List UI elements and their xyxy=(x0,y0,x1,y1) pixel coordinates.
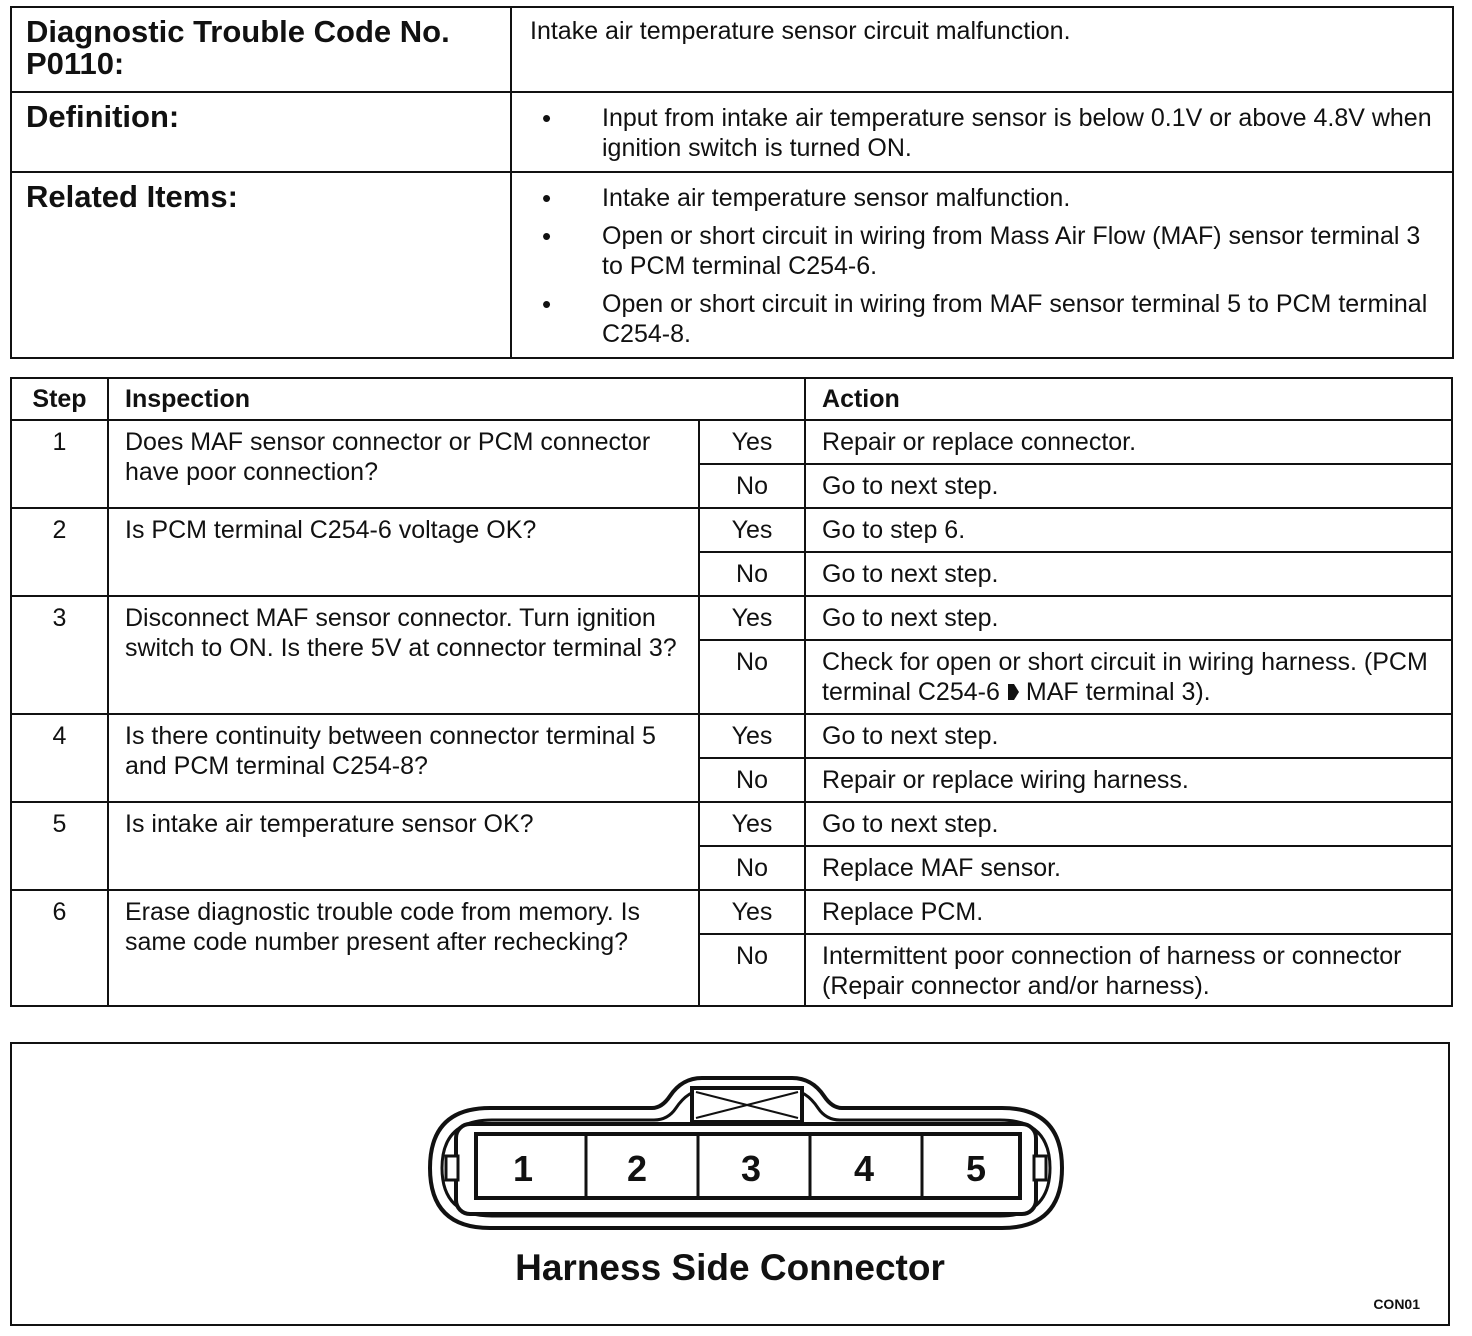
yes-label: Yes xyxy=(699,802,805,846)
definition-list xyxy=(512,93,1452,163)
side-key-left xyxy=(446,1156,458,1180)
yes-label: Yes xyxy=(699,596,805,640)
table-row xyxy=(11,890,1452,934)
step-header: Step xyxy=(11,378,108,420)
inspection-text: Is there continuity between connector terminal 5 and PCM terminal C254-8? xyxy=(108,714,699,802)
terminal-label: 5 xyxy=(965,1148,987,1189)
inspection-header: Inspection xyxy=(108,378,805,420)
yes-label: Yes xyxy=(699,714,805,758)
step-number: 5 xyxy=(11,802,108,890)
step-number: 1 xyxy=(11,420,108,508)
terminal-label: 2 xyxy=(626,1148,648,1189)
yes-label: Yes xyxy=(699,508,805,552)
yes-action: Go to next step. xyxy=(805,596,1452,640)
no-label: No xyxy=(699,464,805,508)
definition-label: Definition: xyxy=(11,92,511,172)
yes-action: Replace PCM. xyxy=(805,890,1452,934)
dtc-value: Intake air temperature sensor circuit malfunction. xyxy=(511,7,1453,92)
related-items-list xyxy=(512,173,1452,349)
inspection-text: Does MAF sensor connector or PCM connector have poor connection? xyxy=(108,420,699,508)
no-action-text: Check for open or short circuit in wiring harness. (PCM terminal C254-6 xyxy=(822,648,1428,706)
table-row xyxy=(11,420,1452,464)
yes-action: Go to next step. xyxy=(805,714,1452,758)
step-number: 6 xyxy=(11,890,108,1006)
yes-action: Repair or replace connector. xyxy=(805,420,1452,464)
dtc-label: Diagnostic Trouble Code No. P0110: xyxy=(11,7,511,92)
step-number: 3 xyxy=(11,596,108,714)
no-action: Repair or replace wiring harness. xyxy=(805,758,1452,802)
action-header: Action xyxy=(805,378,1452,420)
terminal-label: 4 xyxy=(853,1148,875,1189)
definition-item: • Input from intake air temperature sensor is below 0.1V or above 4.8V when ignition switch is turned ON. xyxy=(512,103,1436,163)
no-action: Replace MAF sensor. xyxy=(805,846,1452,890)
no-action xyxy=(805,640,1452,714)
step-number: 4 xyxy=(11,714,108,802)
table-row xyxy=(11,714,1452,758)
connector-diagram-panel xyxy=(10,1042,1450,1326)
lock-latch xyxy=(692,1088,802,1122)
dtc-info-table xyxy=(10,6,1454,359)
yes-action: Go to step 6. xyxy=(805,508,1452,552)
table-row xyxy=(11,802,1452,846)
table-row xyxy=(11,596,1452,640)
inspection-steps-table xyxy=(10,377,1453,1007)
diagram-caption: Harness Side Connector xyxy=(515,1247,945,1288)
no-action-text-tail: MAF terminal 3). xyxy=(1025,678,1211,706)
figure-code: CON01 xyxy=(1373,1296,1420,1312)
terminal-label: 1 xyxy=(512,1148,534,1189)
no-action: Go to next step. xyxy=(805,552,1452,596)
no-label: No xyxy=(699,552,805,596)
no-action: Go to next step. xyxy=(805,464,1452,508)
related-item: • Open or short circuit in wiring from Mass Air Flow (MAF) sensor terminal 3 to PCM terminal C254-6. xyxy=(512,221,1436,281)
yes-action: Go to next step. xyxy=(805,802,1452,846)
arrow-right-icon xyxy=(1006,683,1020,701)
inspection-text: Is intake air temperature sensor OK? xyxy=(108,802,699,890)
related-item: • Intake air temperature sensor malfunction. xyxy=(512,183,1436,213)
terminal-label: 3 xyxy=(740,1148,762,1189)
no-label: No xyxy=(699,934,805,1006)
yes-label: Yes xyxy=(699,890,805,934)
no-label: No xyxy=(699,758,805,802)
no-action: Intermittent poor connection of harness or connector (Repair connector and/or harness). xyxy=(805,934,1452,1006)
no-label: No xyxy=(699,640,805,714)
no-label: No xyxy=(699,846,805,890)
inspection-text: Is PCM terminal C254-6 voltage OK? xyxy=(108,508,699,596)
table-row xyxy=(11,508,1452,552)
yes-label: Yes xyxy=(699,420,805,464)
related-item: • Open or short circuit in wiring from MAF sensor terminal 5 to PCM terminal C254-8. xyxy=(512,289,1436,349)
inspection-text: Disconnect MAF sensor connector. Turn ignition switch to ON. Is there 5V at connector terminal 3? xyxy=(108,596,699,714)
related-items-label: Related Items: xyxy=(11,172,511,358)
inspection-text: Erase diagnostic trouble code from memory. Is same code number present after rechecking? xyxy=(108,890,699,1006)
side-key-right xyxy=(1034,1156,1046,1180)
step-number: 2 xyxy=(11,508,108,596)
